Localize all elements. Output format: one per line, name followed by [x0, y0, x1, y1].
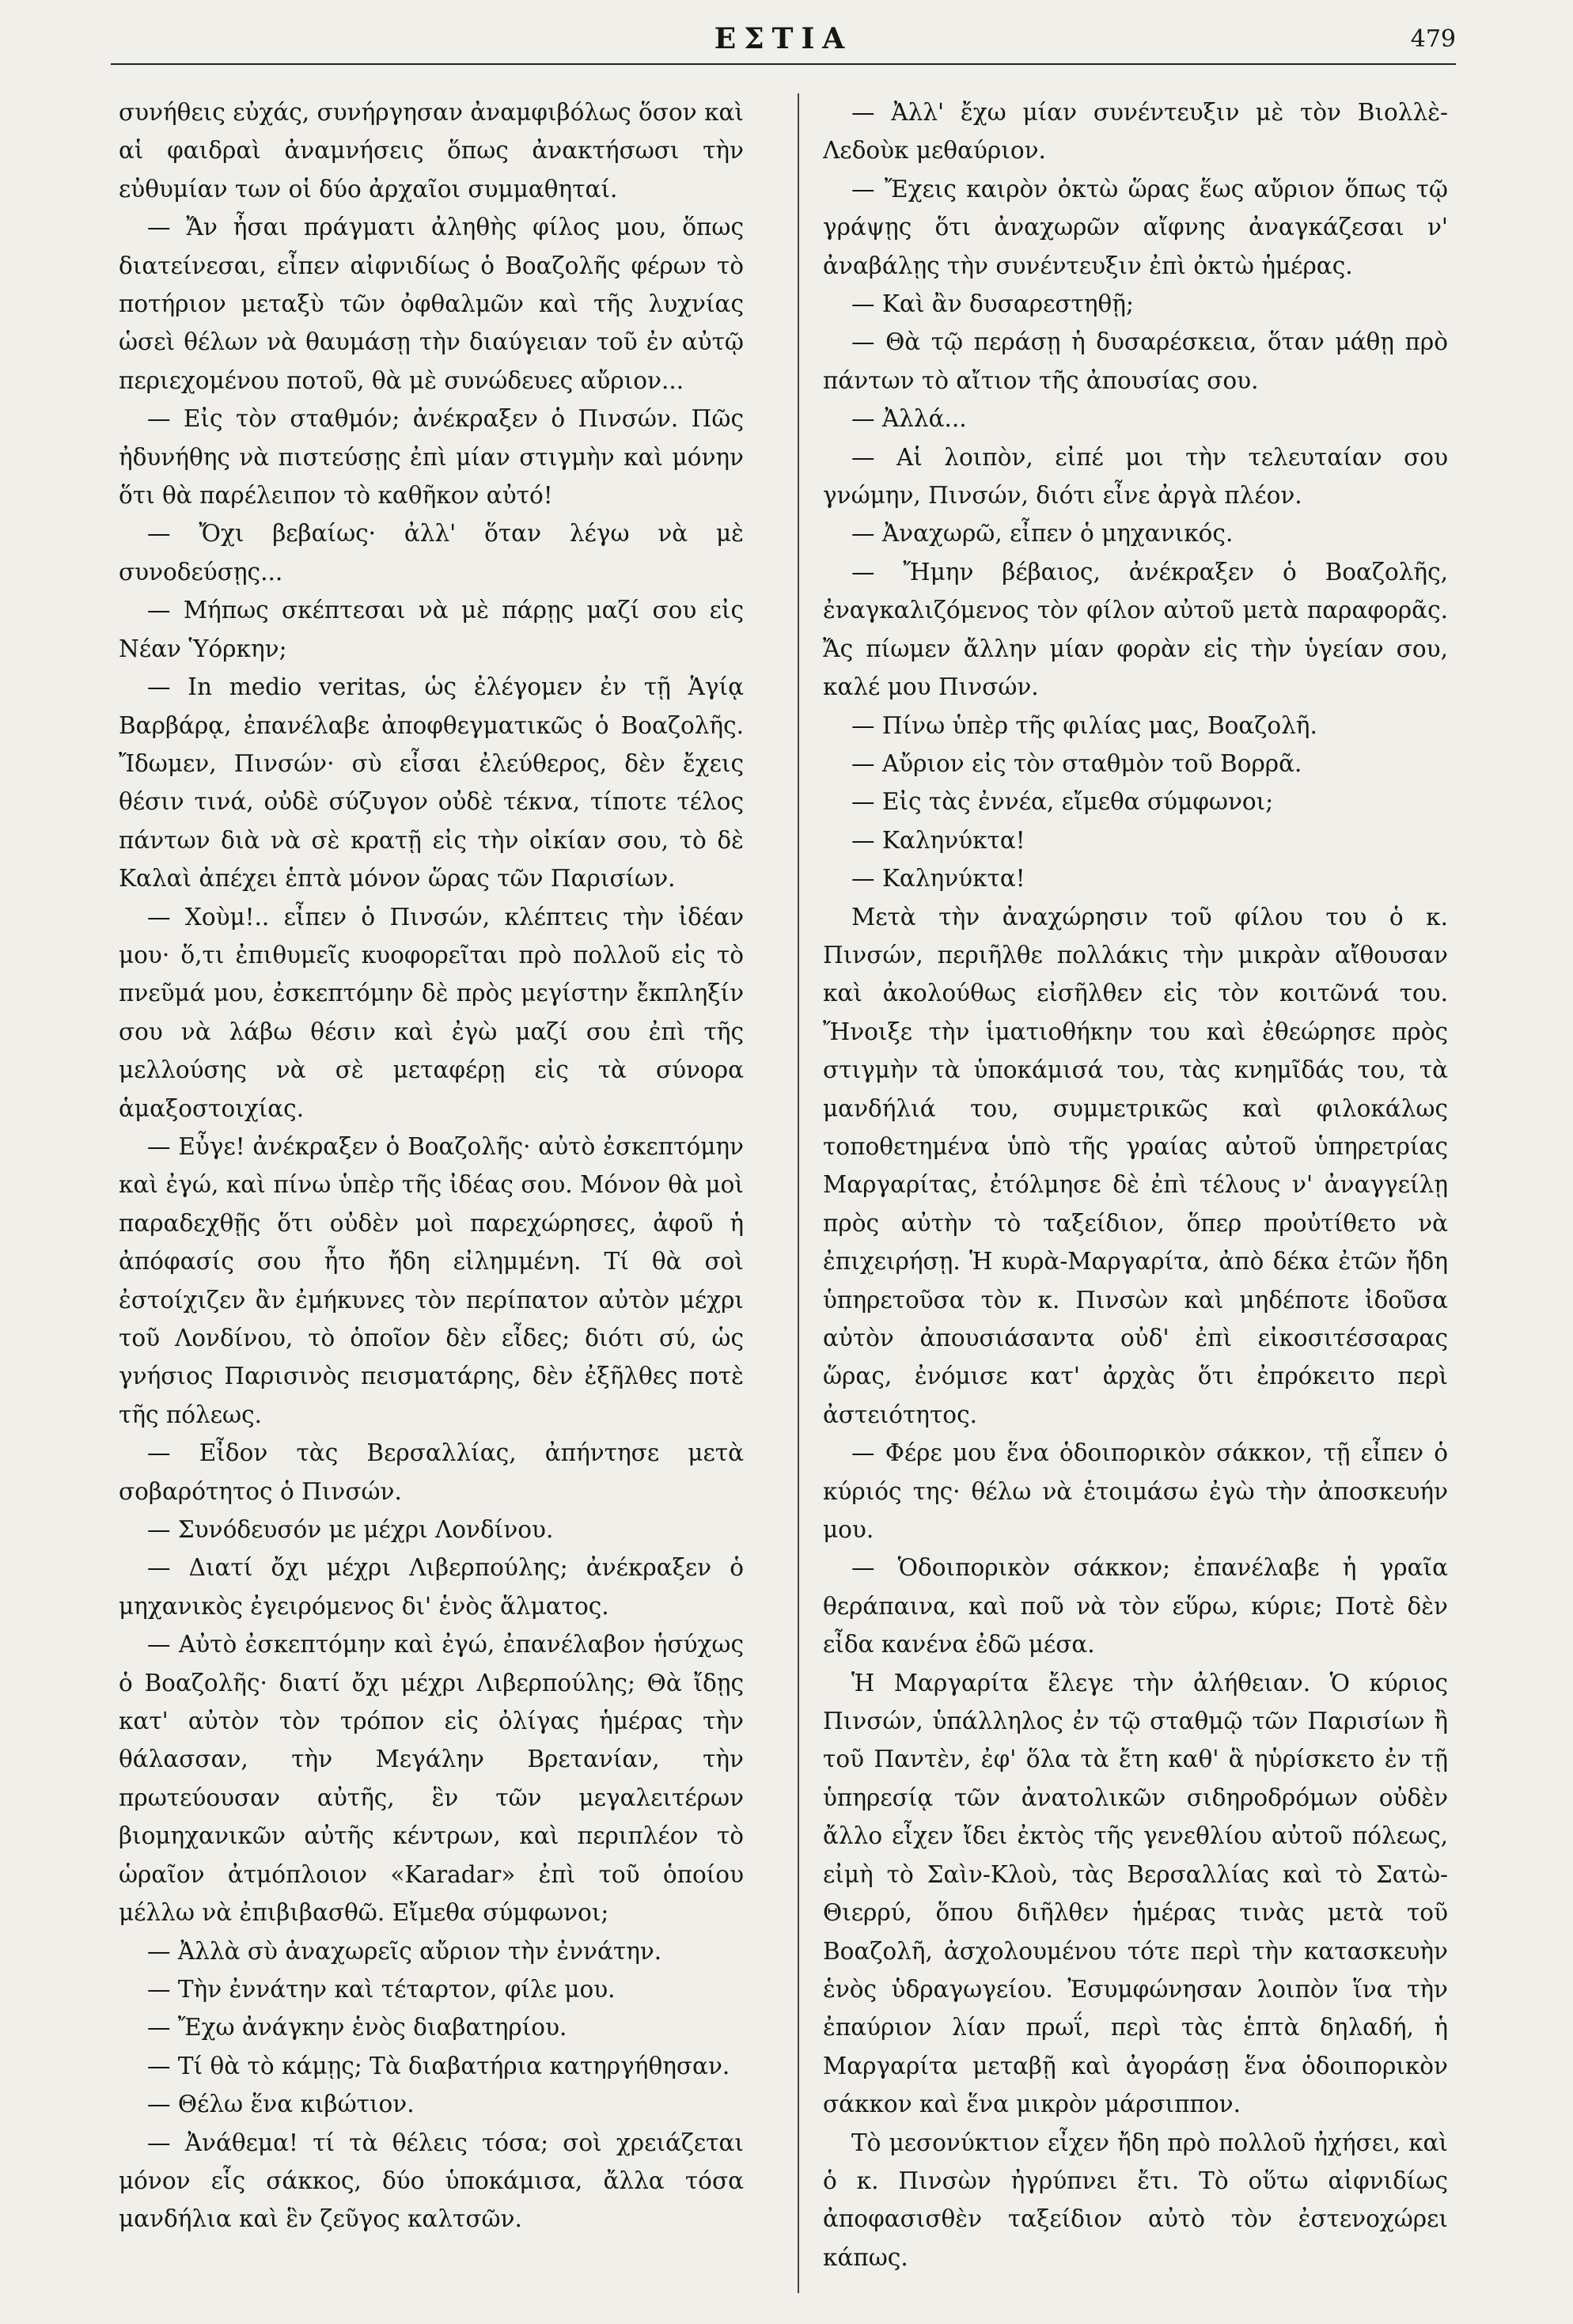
paragraph: — Διατί ὄχι μέχρι Λιβερπούλης; ἀνέκραξεν ὁ μηχανικὸς ἐγειρόμενος δι' ἑνὸς ἅλματος. [119, 1554, 744, 1620]
paragraph: — Εἰς τὰς ἐννέα, εἴμεθα σύμφωνοι; [851, 788, 1274, 816]
paragraph: — Ὄχι βεβαίως· ἀλλ' ὅταν λέγω νὰ μὲ συνοδεύσῃς... [119, 520, 744, 586]
page-header [111, 17, 1456, 65]
paragraph: — Καληνύκτα! [851, 865, 1025, 893]
paragraph: — Ἀλλ' ἔχω μίαν συνέντευξιν μὲ τὸν Βιολλὲ-Λεδοὺκ μεθαύριον. [823, 99, 1448, 165]
left-column [119, 93, 744, 2309]
paragraph: — Φέρε μου ἕνα ὁδοιπορικὸν σάκκον, τῇ εἶπεν ὁ κύριός της· θέλω νὰ ἑτοιμάσω ἐγὼ τὴν ἀποσκευήν μου. [823, 1439, 1448, 1544]
paragraph: — Ἔχεις καιρὸν ὀκτὼ ὥρας ἕως αὔριον ὅπως τῷ γράψῃς ὅτι ἀναχωρῶν αἴφνης ἀναγκάζεσαι ν' ἀναβάλῃς τὴν συνέντευξιν ἐπὶ ὀκτὼ ἡμέρας. [823, 175, 1448, 279]
paragraph: — Εἰς τὸν σταθμόν; ἀνέκραξεν ὁ Πινσών. Πῶς ἠδυνήθης νὰ πιστεύσῃς ἐπὶ μίαν στιγμὴν καὶ μόνην ὅτι θὰ παρέλειπον τὸ καθῆκον αὐτό! [119, 405, 744, 510]
paragraph: — Ἄν ἦσαι πράγματι ἀληθὴς φίλος μου, ὅπως διατείνεσαι, εἶπεν αἰφνιδίως ὁ Βοαζολῆς φέρων τὸ ποτήριον μεταξὺ τῶν ὀφθαλμῶν καὶ τῆς λυχνίας ὡσεὶ θέλων νὰ θαυμάσῃ τὴν διαύγειαν τοῦ ἐν αὐτῷ περιεχομένου ποτοῦ, θὰ μὲ συνώδευες αὔριον... [119, 214, 744, 394]
paragraph: — Συνόδευσόν με μέχρι Λονδίνου. [147, 1516, 554, 1544]
paragraph: — Χοὺμ!.. εἶπεν ὁ Πινσών, κλέπτεις τὴν ἰδέαν μου· ὅ,τι ἐπιθυμεῖς κυοφορεῖται πρὸ πολλοῦ εἰς τὸ πνεῦμά μου, ἐσκεπτόμην δὲ πρὸς μεγίστην ἔκπληξίν σου νὰ λάβω θέσιν καὶ ἐγὼ μαζί σου ἐπὶ τῆς μελλούσης νὰ σὲ μεταφέρῃ εἰς τὰ σύνορα ἁμαξοστοιχίας. [119, 903, 744, 1122]
paragraph: — Εἶδον τὰς Βερσαλλίας, ἀπήντησε μετὰ σοβαρότητος ὁ Πινσών. [119, 1439, 744, 1505]
page-number: 479 [1410, 25, 1456, 53]
paragraph: — Αὐτὸ ἐσκεπτόμην καὶ ἐγώ, ἐπανέλαβον ἡσύχως ὁ Βοαζολῆς· διατί ὄχι μέχρι Λιβερπούλης; Θὰ ἴδῃς κατ' αὐτὸν τὸν τρόπον εἰς ὀλίγας ἡμέρας τὴν θάλασσαν, τὴν Μεγάλην Βρετανίαν, τὴν πρωτεύουσαν αὐτῆς, ἓν τῶν μεγαλειτέρων βιομηχανικῶν αὐτῆς κέντρων, καὶ περιπλέον τὸ ὡραῖον ἀτμόπλοιον «Karadar» ἐπὶ τοῦ ὁποίου μέλλω νὰ ἐπιβιβασθῶ. Εἴμεθα σύμφωνοι; [119, 1631, 744, 1927]
paragraph: — Ἀλλὰ σὺ ἀναχωρεῖς αὔριον τὴν ἐννάτην. [147, 1937, 662, 1965]
paragraph: — Ἀνάθεμα! τί τὰ θέλεις τόσα; σοὶ χρειάζεται μόνον εἷς σάκκος, δύο ὑποκάμισα, ἄλλα τόσα μανδήλια καὶ ἓν ζεῦγος καλτσῶν. [119, 2129, 744, 2233]
paragraph: — Ἔχω ἀνάγκην ἑνὸς διαβατηρίου. [147, 2014, 567, 2042]
paragraph: — Μήπως σκέπτεσαι νὰ μὲ πάρῃς μαζί σου εἰς Νέαν Ὑόρκην; [119, 597, 744, 662]
paragraph: — Ἀλλά... [851, 405, 967, 433]
paragraph: — Θέλω ἕνα κιβώτιον. [147, 2091, 415, 2118]
right-column [823, 93, 1448, 2309]
paragraph: — Τὴν ἐννάτην καὶ τέταρτον, φίλε μου. [147, 1975, 616, 2003]
paragraph: — Εὖγε! ἀνέκραξεν ὁ Βοαζολῆς· αὐτὸ ἐσκεπτόμην καὶ ἐγώ, καὶ πίνω ὑπὲρ τῆς ἰδέας σου. Μόνον θὰ μοὶ παραδεχθῇς ὅτι οὐδὲν μοὶ παρεχώρησες, ἀφοῦ ἡ ἀπόφασίς σου ἦτο ἤδη εἰλημμένη. Τί θὰ σοὶ ἐστοίχιζεν ἂν ἐμήκυνες τὸν περίπατον αὐτὸν μέχρι τοῦ Λονδίνου, τὸ ὁποῖον δὲν εἶδες; διότι σύ, ὡς γνήσιος Παρισινὸς πεισματάρης, δὲν ἐξῆλθες ποτὲ τῆς πόλεως. [119, 1132, 744, 1428]
paragraph: — Πίνω ὑπὲρ τῆς φιλίας μας, Βοαζολῆ. [851, 711, 1317, 739]
paragraph: — Θὰ τῷ περάσῃ ἡ δυσαρέσκεια, ὅταν μάθῃ πρὸ πάντων τὸ αἴτιον τῆς ἀπουσίας σου. [823, 328, 1448, 394]
paragraph: Ἡ Μαργαρίτα ἔλεγε τὴν ἀλήθειαν. Ὁ κύριος Πινσών, ὑπάλληλος ἐν τῷ σταθμῷ τῶν Παρισίων ἢ τοῦ Παντὲν, ἐφ' ὅλα τὰ ἔτη καθ' ἃ ηὑρίσκετο ἐν τῇ ὑπηρεσίᾳ τῶν ἀνατολικῶν σιδηροδρόμων οὐδὲν ἄλλο εἶχεν ἴδει ἐκτὸς τῆς γενεθλίου αὐτοῦ πόλεως, εἰμὴ τὸ Σαὶν-Κλοὺ, τὰς Βερσαλλίας καὶ τὸ Σατὼ-Θιερρύ, ὅπου διῆλθεν ἡμέρας τινὰς μετὰ τοῦ Βοαζολῆ, ἀσχολουμένου τότε περὶ τὴν κατασκευὴν ἑνὸς ὑδραγωγείου. Ἐσυμφώνησαν λοιπὸν ἵνα τὴν ἐπαύριον λίαν πρωΐ, περὶ τὰς ἑπτὰ δηλαδή, ἡ Μαργαρίτα μεταβῇ καὶ ἀγοράσῃ ἕνα ὁδοιπορικὸν σάκκον καὶ ἕνα μικρὸν μάρσιππον. [823, 1669, 1448, 2118]
paragraph: — Καὶ ἂν δυσαρεστηθῇ; [851, 290, 1134, 318]
paragraph: — Ἀναχωρῶ, εἶπεν ὁ μηχανικός. [851, 520, 1234, 548]
paragraph: — Καληνύκτα! [851, 826, 1025, 854]
column-divider [798, 93, 799, 2293]
paragraph: — Τί θὰ τὸ κάμῃς; Τὰ διαβατήρια κατηργήθησαν. [147, 2052, 730, 2079]
paragraph: — Αἱ λοιπὸν, εἰπέ μοι τὴν τελευταίαν σου γνώμην, Πινσών, διότι εἶνε ἀργὰ πλέον. [823, 443, 1448, 510]
paragraph: συνήθεις εὐχάς, συνήργησαν ἀναμφιβόλως ὅσον καὶ αἱ φαιδραὶ ἀναμνήσεις ὅπως ἀνακτήσωσι τὴν εὐθυμίαν των οἱ δύο ἀρχαῖοι συμμαθηταί. [119, 99, 744, 203]
paragraph: — Ὁδοιπορικὸν σάκκον; ἐπανέλαβε ἡ γραῖα θεράπαινα, καὶ ποῦ νὰ τὸν εὕρω, κύριε; Ποτὲ δὲν εἶδα κανένα ἐδῶ μέσα. [823, 1554, 1448, 1659]
paragraph: Τὸ μεσονύκτιον εἶχεν ἤδη πρὸ πολλοῦ ἠχήσει, καὶ ὁ κ. Πινσὼν ἠγρύπνει ἔτι. Τὸ οὕτω αἰφνιδίως ἀποφασισθὲν ταξείδιον αὐτὸ τὸν ἐστενοχώρει κάπως. [823, 2129, 1448, 2271]
paragraph: — Αὔριον εἰς τὸν σταθμὸν τοῦ Βορρᾶ. [851, 749, 1302, 777]
paragraph: — Ἤμην βέβαιος, ἀνέκραξεν ὁ Βοαζολῆς, ἐναγκαλιζόμενος τὸν φίλον αὐτοῦ μετὰ παραφορᾶς. Ἄς πίωμεν ἄλλην μίαν φορὰν εἰς τὴν ὑγείαν σου, καλέ μου Πινσών. [823, 558, 1448, 701]
paragraph: — In medio veritas, ὡς ἐλέγομεν ἐν τῇ Ἁγίᾳ Βαρβάρᾳ, ἐπανέλαβε ἀποφθεγματικῶς ὁ Βοαζολῆς. Ἴδωμεν, Πινσών· σὺ εἶσαι ἐλεύθερος, δὲν ἔχεις θέσιν τινά, οὐδὲ σύζυγον οὐδὲ τέκνα, τίποτε τέλος πάντων διὰ νὰ σὲ κρατῇ εἰς τὴν οἰκίαν σου, τὸ δὲ Καλαὶ ἀπέχει ἑπτὰ μόνον ὥρας τῶν Παρισίων. [119, 673, 744, 893]
paragraph: Μετὰ τὴν ἀναχώρησιν τοῦ φίλου του ὁ κ. Πινσών, περιῆλθε πολλάκις τὴν μικρὰν αἴθουσαν καὶ ἀκολούθως εἰσῆλθεν εἰς τὸν κοιτῶνά του. Ἤνοιξε τὴν ἱματιοθήκην του καὶ ἐθεώρησε πρὸς στιγμὴν τὰ ὑποκάμισά του, τὰς κνημῖδάς του, τὰ μανδήλιά του, συμμετρικῶς καὶ φιλοκάλως τοποθετημένα ὑπὸ τῆς γραίας αὐτοῦ ὑπηρετρίας Μαργαρίτας, ἐτόλμησε δὲ ἐπὶ τέλους ν' ἀναγγείλῃ πρὸς αὐτὴν τὸ ταξείδιον, ὅπερ προὐτίθετο νὰ ἐπιχειρήσῃ. Ἡ κυρὰ-Μαργαρίτα, ἀπὸ δέκα ἐτῶν ἤδη ὑπηρετοῦσα τὸν κ. Πινσὼν καὶ μηδέποτε ἰδοῦσα αὐτὸν ἀπουσιάσαντα οὐδ' ἐπὶ εἰκοσιτέσσαρας ὥρας, ἐνόμισε κατ' ἀρχὰς ὅτι ἐπρόκειτο περὶ ἀστειότητος. [823, 903, 1448, 1428]
publication-title: ΕΣΤΙΑ [714, 22, 853, 55]
